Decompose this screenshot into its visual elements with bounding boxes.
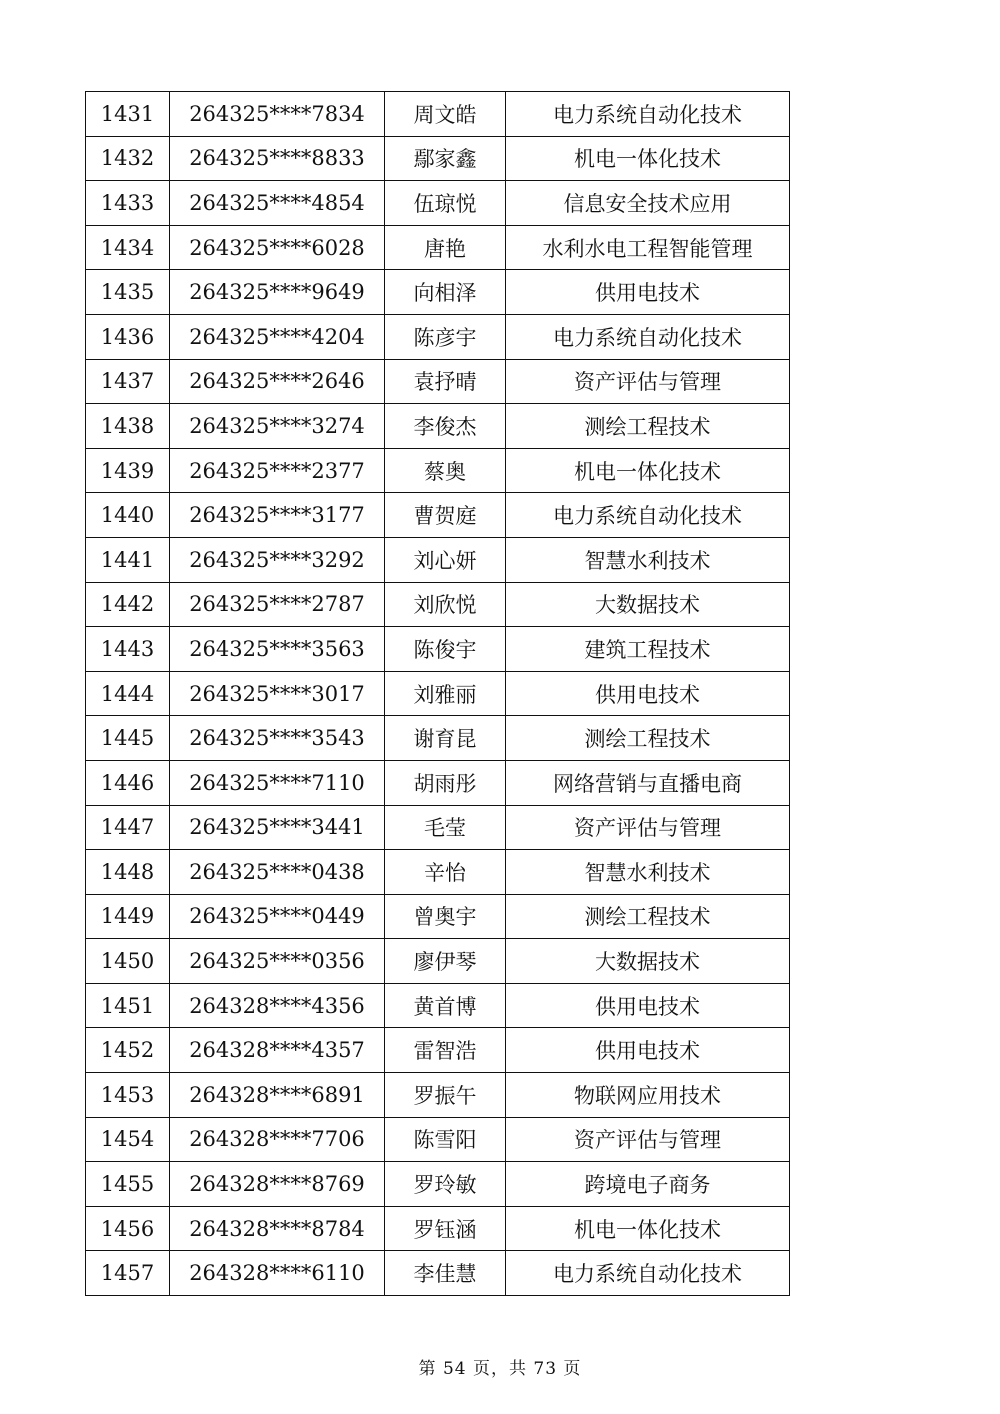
table-row bbox=[86, 537, 790, 582]
table-row bbox=[86, 1162, 790, 1207]
table-row bbox=[86, 493, 790, 538]
table-row bbox=[86, 894, 790, 939]
table-row bbox=[86, 314, 790, 359]
table-row bbox=[86, 1117, 790, 1162]
student-name-cell: 刘心妍 bbox=[385, 537, 506, 582]
row-number-cell: 1452 bbox=[86, 1028, 170, 1073]
student-name-cell: 雷智浩 bbox=[385, 1028, 506, 1073]
major-cell: 建筑工程技术 bbox=[506, 627, 790, 672]
row-number-cell: 1445 bbox=[86, 716, 170, 761]
row-number-cell: 1454 bbox=[86, 1117, 170, 1162]
id-number-cell: 264325****3177 bbox=[170, 493, 385, 538]
student-name-cell: 罗钰涵 bbox=[385, 1206, 506, 1251]
student-name-cell: 刘欣悦 bbox=[385, 582, 506, 627]
row-number-cell: 1453 bbox=[86, 1073, 170, 1118]
row-number-cell: 1439 bbox=[86, 448, 170, 493]
table-row bbox=[86, 760, 790, 805]
row-number-cell: 1441 bbox=[86, 537, 170, 582]
id-number-cell: 264325****3292 bbox=[170, 537, 385, 582]
id-number-cell: 264328****4356 bbox=[170, 983, 385, 1028]
table-row bbox=[86, 939, 790, 984]
table-row bbox=[86, 671, 790, 716]
major-cell: 智慧水利技术 bbox=[506, 537, 790, 582]
id-number-cell: 264328****7706 bbox=[170, 1117, 385, 1162]
id-number-cell: 264325****7834 bbox=[170, 92, 385, 137]
id-number-cell: 264325****3441 bbox=[170, 805, 385, 850]
major-cell: 机电一体化技术 bbox=[506, 1206, 790, 1251]
student-name-cell: 陈雪阳 bbox=[385, 1117, 506, 1162]
table-row bbox=[86, 1073, 790, 1118]
major-cell: 机电一体化技术 bbox=[506, 448, 790, 493]
table-row bbox=[86, 92, 790, 137]
row-number-cell: 1457 bbox=[86, 1251, 170, 1296]
major-cell: 水利水电工程智能管理 bbox=[506, 225, 790, 270]
row-number-cell: 1447 bbox=[86, 805, 170, 850]
id-number-cell: 264325****3563 bbox=[170, 627, 385, 672]
student-name-cell: 辛怡 bbox=[385, 850, 506, 895]
table-row bbox=[86, 448, 790, 493]
id-number-cell: 264325****6028 bbox=[170, 225, 385, 270]
major-cell: 测绘工程技术 bbox=[506, 716, 790, 761]
table-row bbox=[86, 181, 790, 226]
major-cell: 电力系统自动化技术 bbox=[506, 493, 790, 538]
major-cell: 大数据技术 bbox=[506, 939, 790, 984]
id-number-cell: 264325****2646 bbox=[170, 359, 385, 404]
table-row bbox=[86, 983, 790, 1028]
major-cell: 测绘工程技术 bbox=[506, 894, 790, 939]
row-number-cell: 1435 bbox=[86, 270, 170, 315]
major-cell: 跨境电子商务 bbox=[506, 1162, 790, 1207]
table-row bbox=[86, 1251, 790, 1296]
major-cell: 供用电技术 bbox=[506, 671, 790, 716]
table-row bbox=[86, 270, 790, 315]
id-number-cell: 264325****0438 bbox=[170, 850, 385, 895]
row-number-cell: 1440 bbox=[86, 493, 170, 538]
student-name-cell: 罗振午 bbox=[385, 1073, 506, 1118]
student-name-cell: 周文皓 bbox=[385, 92, 506, 137]
student-name-cell: 胡雨彤 bbox=[385, 760, 506, 805]
id-number-cell: 264325****3543 bbox=[170, 716, 385, 761]
table-row bbox=[86, 1028, 790, 1073]
id-number-cell: 264325****3017 bbox=[170, 671, 385, 716]
id-number-cell: 264325****9649 bbox=[170, 270, 385, 315]
table-row bbox=[86, 582, 790, 627]
row-number-cell: 1442 bbox=[86, 582, 170, 627]
major-cell: 电力系统自动化技术 bbox=[506, 92, 790, 137]
row-number-cell: 1448 bbox=[86, 850, 170, 895]
row-number-cell: 1434 bbox=[86, 225, 170, 270]
student-name-cell: 唐艳 bbox=[385, 225, 506, 270]
table-row bbox=[86, 225, 790, 270]
id-number-cell: 264325****2787 bbox=[170, 582, 385, 627]
student-name-cell: 廖伊琴 bbox=[385, 939, 506, 984]
table-row bbox=[86, 136, 790, 181]
major-cell: 网络营销与直播电商 bbox=[506, 760, 790, 805]
major-cell: 电力系统自动化技术 bbox=[506, 1251, 790, 1296]
major-cell: 智慧水利技术 bbox=[506, 850, 790, 895]
id-number-cell: 264328****4357 bbox=[170, 1028, 385, 1073]
id-number-cell: 264325****4204 bbox=[170, 314, 385, 359]
major-cell: 供用电技术 bbox=[506, 1028, 790, 1073]
student-name-cell: 向相泽 bbox=[385, 270, 506, 315]
major-cell: 资产评估与管理 bbox=[506, 805, 790, 850]
major-cell: 资产评估与管理 bbox=[506, 359, 790, 404]
page-footer: 第 54 页，共 73 页 bbox=[418, 1359, 582, 1379]
student-name-cell: 陈俊宇 bbox=[385, 627, 506, 672]
student-name-cell: 袁抒晴 bbox=[385, 359, 506, 404]
row-number-cell: 1456 bbox=[86, 1206, 170, 1251]
student-name-cell: 谢育昆 bbox=[385, 716, 506, 761]
table-row bbox=[86, 359, 790, 404]
major-cell: 测绘工程技术 bbox=[506, 404, 790, 449]
row-number-cell: 1432 bbox=[86, 136, 170, 181]
major-cell: 大数据技术 bbox=[506, 582, 790, 627]
table-row bbox=[86, 850, 790, 895]
student-name-cell: 陈彦宇 bbox=[385, 314, 506, 359]
id-number-cell: 264328****8769 bbox=[170, 1162, 385, 1207]
row-number-cell: 1446 bbox=[86, 760, 170, 805]
student-name-cell: 黄首博 bbox=[385, 983, 506, 1028]
id-number-cell: 264325****8833 bbox=[170, 136, 385, 181]
row-number-cell: 1450 bbox=[86, 939, 170, 984]
table-row bbox=[86, 627, 790, 672]
id-number-cell: 264325****2377 bbox=[170, 448, 385, 493]
id-number-cell: 264328****6110 bbox=[170, 1251, 385, 1296]
student-name-cell: 毛莹 bbox=[385, 805, 506, 850]
id-number-cell: 264325****7110 bbox=[170, 760, 385, 805]
student-name-cell: 伍琼悦 bbox=[385, 181, 506, 226]
table-row bbox=[86, 805, 790, 850]
row-number-cell: 1437 bbox=[86, 359, 170, 404]
row-number-cell: 1449 bbox=[86, 894, 170, 939]
table-row bbox=[86, 716, 790, 761]
student-name-cell: 刘雅丽 bbox=[385, 671, 506, 716]
student-name-cell: 李俊杰 bbox=[385, 404, 506, 449]
id-number-cell: 264325****0449 bbox=[170, 894, 385, 939]
major-cell: 资产评估与管理 bbox=[506, 1117, 790, 1162]
major-cell: 电力系统自动化技术 bbox=[506, 314, 790, 359]
table-body bbox=[86, 92, 790, 1296]
student-name-cell: 李佳慧 bbox=[385, 1251, 506, 1296]
student-name-cell: 鄢家鑫 bbox=[385, 136, 506, 181]
row-number-cell: 1443 bbox=[86, 627, 170, 672]
row-number-cell: 1436 bbox=[86, 314, 170, 359]
row-number-cell: 1455 bbox=[86, 1162, 170, 1207]
id-number-cell: 264328****8784 bbox=[170, 1206, 385, 1251]
student-table bbox=[85, 91, 790, 1296]
id-number-cell: 264325****0356 bbox=[170, 939, 385, 984]
id-number-cell: 264328****6891 bbox=[170, 1073, 385, 1118]
major-cell: 信息安全技术应用 bbox=[506, 181, 790, 226]
id-number-cell: 264325****3274 bbox=[170, 404, 385, 449]
table-row bbox=[86, 404, 790, 449]
major-cell: 机电一体化技术 bbox=[506, 136, 790, 181]
student-name-cell: 曹贺庭 bbox=[385, 493, 506, 538]
table-row bbox=[86, 1206, 790, 1251]
major-cell: 物联网应用技术 bbox=[506, 1073, 790, 1118]
row-number-cell: 1433 bbox=[86, 181, 170, 226]
row-number-cell: 1444 bbox=[86, 671, 170, 716]
id-number-cell: 264325****4854 bbox=[170, 181, 385, 226]
row-number-cell: 1438 bbox=[86, 404, 170, 449]
student-name-cell: 蔡奥 bbox=[385, 448, 506, 493]
major-cell: 供用电技术 bbox=[506, 983, 790, 1028]
row-number-cell: 1431 bbox=[86, 92, 170, 137]
major-cell: 供用电技术 bbox=[506, 270, 790, 315]
student-name-cell: 罗玲敏 bbox=[385, 1162, 506, 1207]
row-number-cell: 1451 bbox=[86, 983, 170, 1028]
student-name-cell: 曾奥宇 bbox=[385, 894, 506, 939]
